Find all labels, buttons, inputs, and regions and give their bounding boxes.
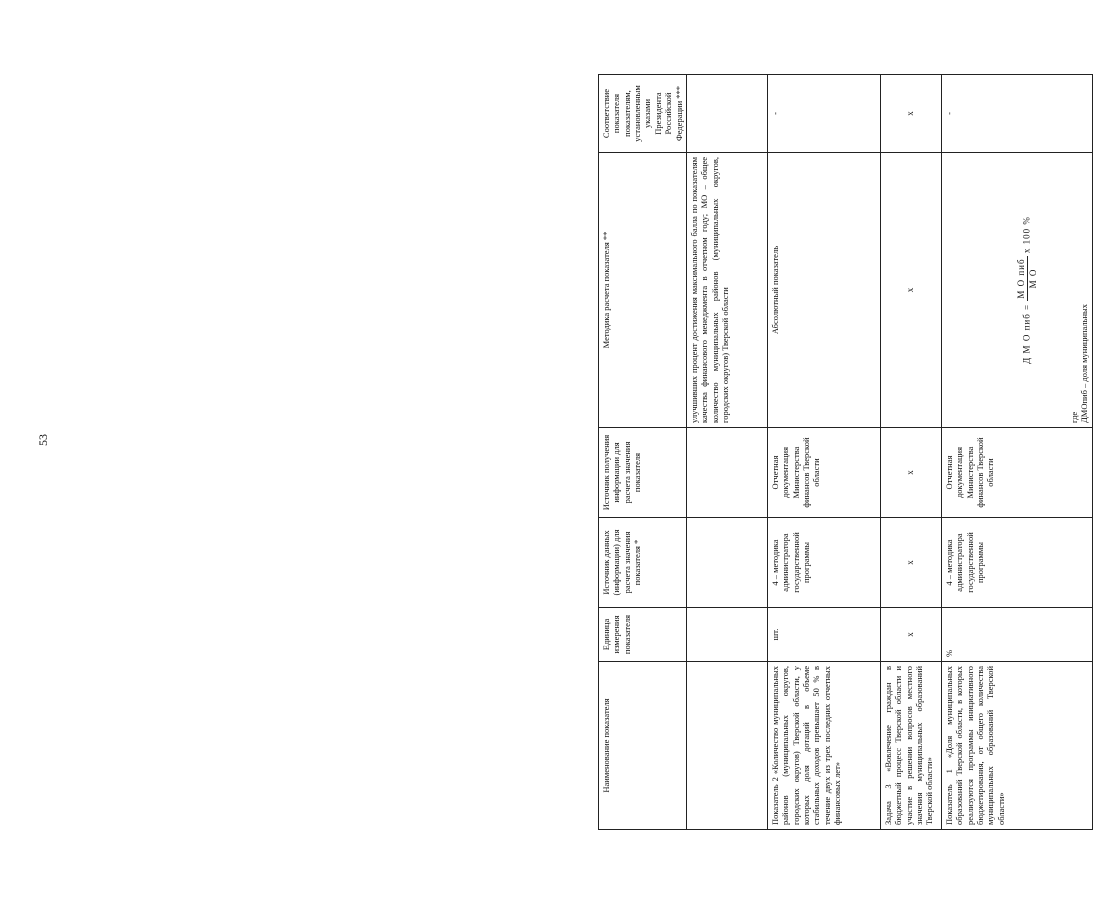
cell-origin: Отчетная документация Министерства финансов Тверской области bbox=[767, 428, 880, 518]
formula-tail: х 100 % bbox=[1021, 216, 1032, 254]
cell-compliance: - bbox=[941, 75, 1092, 153]
table-header-row bbox=[599, 75, 687, 830]
header-info-origin: Источник получения информации для расчета значения показателя bbox=[599, 428, 687, 518]
cell-name bbox=[686, 662, 767, 830]
cell-source bbox=[686, 518, 767, 608]
cell-source: 4 – методика администратора государственной программы bbox=[941, 518, 1092, 608]
header-method: Методика расчета показателя ** bbox=[599, 153, 687, 428]
formula-where: где bbox=[1068, 411, 1079, 423]
table-row bbox=[941, 75, 1092, 830]
cell-name: Показатель 2 «Количество муниципальных районов (муниципальных округов, городских округов) Тверской области, у которых доля дотаций в объеме стабильных доходов превышает 50 % в течение двух из трех последних отчетных финансовых лет» bbox=[767, 662, 880, 830]
header-data-source: Источник данных (информации) для расчета значения показателя * bbox=[599, 518, 687, 608]
formula-definition: ДМОпиб – доля муниципальных bbox=[1079, 303, 1090, 423]
formula-numerator: М О пиб bbox=[1015, 258, 1026, 299]
formula bbox=[1016, 157, 1039, 423]
header-unit: Единица измерения показателя bbox=[599, 608, 687, 662]
cell-source: 4 – методика администратора государственной программы bbox=[767, 518, 880, 608]
cell-name: Показатель 1 «Доля муниципальных образований Тверской области, в которых реализуются программы инициативного бюджетирования, от общего количества муниципальных образований Тверской области» bbox=[941, 662, 1092, 830]
table-row bbox=[767, 75, 880, 830]
indicators-table bbox=[598, 74, 1093, 830]
cell-origin bbox=[686, 428, 767, 518]
table-row bbox=[880, 75, 941, 830]
formula-lhs: Д М О пиб = bbox=[1021, 303, 1032, 364]
cell-method bbox=[941, 153, 1092, 428]
cell-compliance: - bbox=[767, 75, 880, 153]
cell-origin: x bbox=[880, 428, 941, 518]
cell-compliance: x bbox=[880, 75, 941, 153]
cell-unit bbox=[686, 608, 767, 662]
header-indicator-name: Наименование показателя bbox=[599, 662, 687, 830]
cell-origin: Отчетная документация Министерства финансов Тверской области bbox=[941, 428, 1092, 518]
cell-unit: x bbox=[880, 608, 941, 662]
rotated-table-wrapper bbox=[598, 75, 1093, 830]
table-row bbox=[686, 75, 767, 830]
cell-name: Задача 3 «Вовлечение граждан в бюджетный процесс Тверской области и участие в решении вопросов местного значения муниципальных образований Тверской области» bbox=[880, 662, 941, 830]
cell-unit: % bbox=[941, 608, 1092, 662]
cell-source: x bbox=[880, 518, 941, 608]
cell-method: Абсолютный показатель bbox=[767, 153, 880, 428]
formula-denominator: М О bbox=[1027, 268, 1038, 289]
cell-unit: шт. bbox=[767, 608, 880, 662]
formula-fraction bbox=[1016, 256, 1039, 300]
header-compliance: Соответствие показателя показателям, установленным указами Президента Российской Федерации *** bbox=[599, 75, 687, 153]
page-number: 53 bbox=[36, 434, 50, 446]
cell-method: улучшивших процент достижения максимального балла по показателям качества финансового менеджмента в отчетном году; МО – общее количество муниципальных районов (муниципальных округов, городских округов) Тверской области bbox=[686, 153, 767, 428]
cell-compliance bbox=[686, 75, 767, 153]
cell-method: x bbox=[880, 153, 941, 428]
